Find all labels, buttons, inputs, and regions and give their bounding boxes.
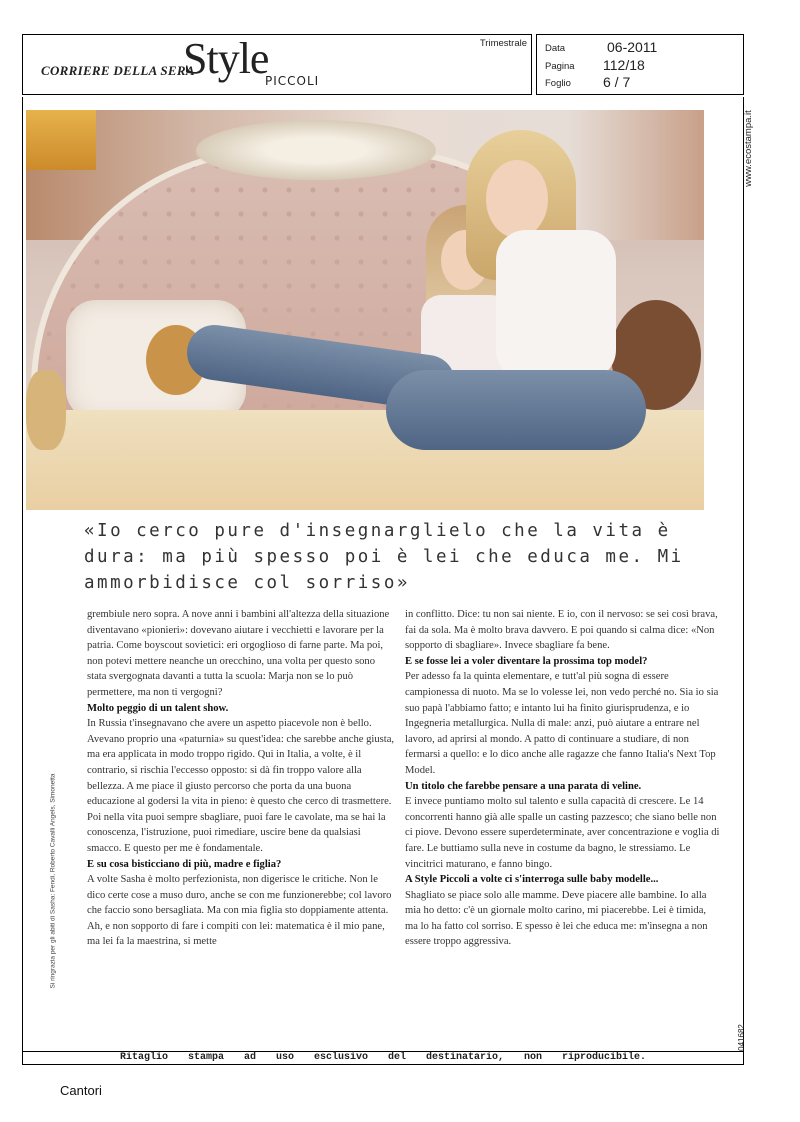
interview-question: A Style Piccoli a volte ci s'interroga sulle baby modelle... (405, 874, 659, 886)
frequency-label: Trimestrale (479, 38, 527, 49)
paragraph: Shagliato se piace solo alle mamme. Deve piacere alle bambine. Io alla mia ho detto: c'è un giornale molto carino, mi piacerebbe. Lei è timida, ma lo ha fatto col sorriso. E spesso è lei che educa me: m'insegna a non essere troppo aggressiva. (405, 889, 708, 948)
interview-question: Molto peggio di un talent show. (87, 702, 229, 714)
magazine-title: Style (183, 34, 269, 83)
magazine-subtitle: PICCOLI (265, 74, 320, 88)
clipping-meta (536, 34, 744, 95)
meta-sheet-value: 6 / 7 (603, 74, 631, 90)
meta-date-value: 06-2011 (607, 39, 658, 55)
photo-shelf (26, 110, 96, 170)
paragraph: grembiule nero sopra. A nove anni i bambini all'altezza della situazione diventavano «pionieri»: dovevano aiutare i vecchietti e lavorare per la patria. Come boyscout sovietici: eri orgoglioso di farne parte. Ma poi, non potevi mettere neanche un orecchino, una volta per questo sono stata svergognata davanti a tutta la scuola: Marja non se lo può permettere, ma non ti vergogni? (87, 609, 390, 698)
pull-quote: «Io cerco pure d'insegnarglielo che la vita è dura: ma più spesso poi è lei che educa me. Mi ammorbidisce col sorriso» (84, 521, 684, 593)
meta-page-value: 112/18 (603, 57, 645, 73)
side-code (736, 1015, 752, 1055)
meta-date-label: Data (545, 43, 566, 54)
meta-date (545, 39, 658, 55)
photo-toy-giraffe (26, 370, 66, 450)
side-url-text: www.ecostampa.it (742, 110, 754, 187)
article-photo (26, 110, 704, 510)
interview-question: Un titolo che farebbe pensare a una parata di veline. (405, 780, 642, 792)
photo-mother-legs (386, 370, 646, 450)
paragraph: A volte Sasha è molto perfezionista, non digerisce le critiche. Non le dico certe cose a muso duro, anche se con me funzionerebbe; col lavoro che faccio sono bersagliata. Ma con mia figlia sto doppiamente attenta. Ah, e non sopporto di fare i compiti con lei: matematica è il mio pane, ma lei fa la maestrina, si mette (87, 874, 392, 948)
photo-ornament (196, 120, 436, 180)
paragraph: in conflitto. Dice: tu non sai niente. E io, con il nervoso: se sei così brava, fai da sola. Ma è molto brava davvero. E poi quando si calma dice: «Non sopporto di sbagliare». Invece sbagliare fa bene. (405, 609, 718, 652)
side-url (740, 108, 752, 188)
paragraph: In Russia t'insegnavano che avere un aspetto piacevole non è bello. Avevano proprio una «paturnia» su quest'idea: che sarebbe anche giusta, ma era applicata in modo troppo rigido. Qui in Italia, a volte, è il contrario, si rischia l'eccesso opposto: si dà fin troppo valore alla bellezza. A me piace il giusto percorso che porta da una buona educazione al godersi la vita in pieno: è questo che cerco di trasmettere. Poi nella vita puoi sempre sbagliare, puoi fare le cavolate, ma se hai la conoscenza, l'istruzione, puoi rimediare, uscire bene da qualsiasi smacco. E questo per me è fondamentale. (87, 718, 395, 854)
publisher-name: CORRIERE DELLA SERA (41, 63, 195, 78)
photo-mother-face (486, 160, 548, 238)
meta-sheet-label: Foglio (545, 78, 571, 89)
paragraph: E invece puntiamo molto sul talento e sulla capacità di crescere. Le 14 concorrenti hanno già alle spalle un casting pazzesco; che siano belle non ci piove. Devono essere superdeterminate, aver concentrazione e voglia di fare. Le buttiamo sulla neve in costume da bagno, le stressiamo. Le vincitrici maturano, e fanno bingo. (405, 796, 720, 870)
article-column-left (87, 607, 397, 950)
paragraph: Per adesso fa la quinta elementare, e tutt'al più sogna di essere campionessa di nuoto. Ma se lo volesse lei, non vedo perché no. Sia io sia suo papà l'abbiamo fatto; e intanto lui ha finito giurisprudenza, e io Ingegneria metallurgica. Nulla di male: anzi, può aiutare a entrare nel lavoro, ad aprirsi al mondo. A patto di continuare a studiare, di non fermarsi a quello: e lo dico anche alle ragazze che fanno Italia's Next Top Model. (405, 671, 719, 776)
meta-page (545, 57, 645, 73)
meta-page-label: Pagina (545, 61, 575, 72)
masthead (22, 34, 532, 95)
side-code-text: 041682 (736, 1024, 746, 1051)
clipping-footer: Ritaglio stampa ad uso esclusivo del destinatario, non riproducibile. (22, 1051, 744, 1065)
photo-credit-text: Si ringrazia per gli abiti di Sasha: Fendi, Roberto Cavalli Angels, Simonetta (49, 773, 57, 989)
client-name: Cantori (60, 1083, 102, 1098)
photo-mother-top (496, 230, 616, 380)
photo-credit (48, 760, 62, 990)
meta-sheet (545, 74, 631, 90)
interview-question: E se fosse lei a voler diventare la prossima top model? (405, 655, 648, 667)
interview-question: E su cosa bisticciano di più, madre e figlia? (87, 858, 282, 870)
article-column-right (405, 607, 721, 950)
